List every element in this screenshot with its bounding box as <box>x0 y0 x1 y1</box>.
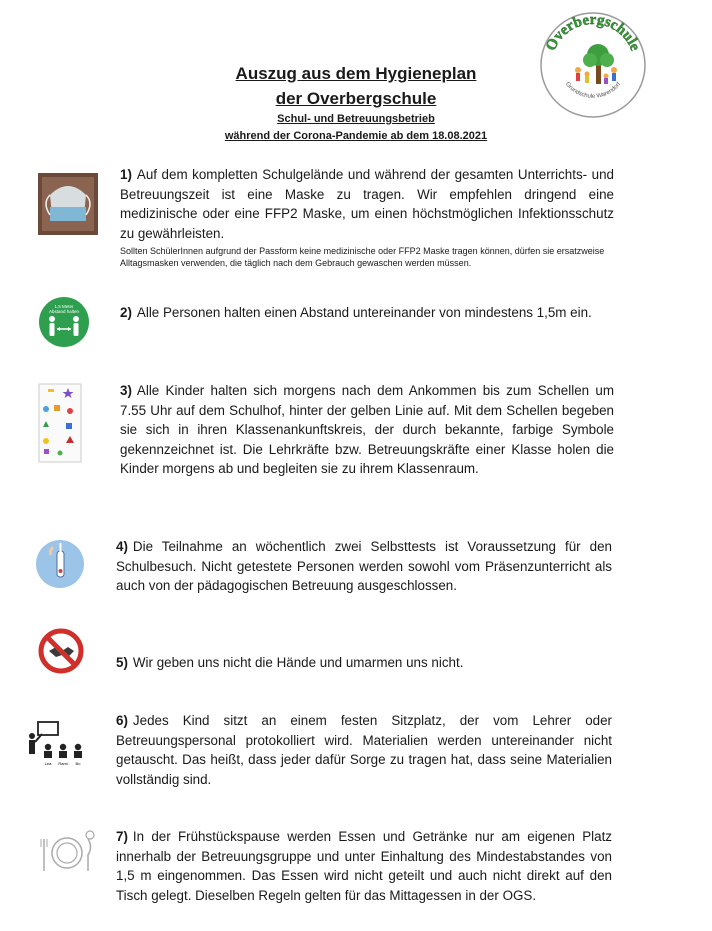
document-date-line: während der Corona-Pandemie ab dem 18.08.2021 <box>224 130 488 142</box>
schoolyard-symbols-icon <box>38 383 82 468</box>
rule-number: 2) <box>120 305 132 320</box>
rule-item-3 <box>120 381 614 479</box>
rule-number: 6) <box>116 713 128 728</box>
rule-text: Alle Personen halten einen Abstand untereinander von mindestens 1,5m ein. <box>136 305 592 320</box>
plate-cutlery-icon <box>38 829 96 878</box>
rule-text: Die Teilnahme an wöchentlich zwei Selbsttests ist Voraussetzung für den Schulbesuch. Nicht getestete Personen werden sowohl vom Präsenzunterricht als auch von der pädagogischen Betreuung ausgeschlossen. <box>116 539 612 593</box>
rule-text: Alle Kinder halten sich morgens nach dem Ankommen bis zum Schellen um 7.55 Uhr auf dem Schulhof, hinter der gelben Linie auf. Mit dem Schellen begeben sie sich in ihren Klassenankunftskreis, der durch bekannte, farbige Symbole gekennzeichnet ist. Die Lehrkräfte bzw. Betreuungskräfte einer Klasse holen die Kinder morgens ab und begleiten sie zu ihrem Klassenraum. <box>120 383 614 476</box>
classroom-seating-icon <box>26 720 86 773</box>
rule-text: Jedes Kind sitzt an einem festen Sitzplatz, der vom Lehrer oder Betreuungspersonal protokolliert wird. Materialien werden untereinander nicht getauscht. Das heißt, dass jeder dafür Sorge zu tragen hat, dass seine Materialien vollständig sind. <box>116 713 612 787</box>
seat-label-1: Lea <box>44 761 52 766</box>
rule-number: 7) <box>116 829 128 844</box>
rule-text: Auf dem kompletten Schulgelände und während der gesamten Unterrichts- und Betreuungszeit ist eine Maske zu tragen. Wir empfehlen dringend eine medizinische oder eine FFP2 Maske, um einen höchstmöglichen Infektionsschutz zu gewährleisten. <box>120 167 614 241</box>
rule-note: Sollten SchülerInnen aufgrund der Passform keine medizinische oder FFP2 Maske tragen können, dürfen sie ersatzweise Alltagsmasken verwenden, die täglich nach dem Gebrauch gewaschen werden müssen. <box>120 246 605 268</box>
document-title-line1: Auszug aus dem Hygieneplan <box>235 64 477 83</box>
rule-item-2 <box>120 303 614 323</box>
rule-text: Wir geben uns nicht die Hände und umarmen uns nicht. <box>132 655 464 670</box>
distance-sign-icon <box>38 296 90 353</box>
rule-number: 4) <box>116 539 128 554</box>
document-subtitle: Schul- und Betreuungsbetrieb <box>277 113 435 125</box>
distance-label-bottom: Abstand halten <box>48 309 80 314</box>
rule-number: 3) <box>120 383 132 398</box>
logo-name: Overbergschule <box>543 11 643 54</box>
rule-text: In der Frühstückspause werden Essen und Getränke nur am eigenen Platz innerhalb der Betreuungsgruppe und unter Einhaltung des Mindestabstandes von 1,5 m eingenommen. Das Essen wird nicht geteilt und auch nicht direkt auf den Tisch gelegt. Dieselben Regeln gelten für das Mittagessen in der OGS. <box>116 829 612 903</box>
rule-item-5 <box>116 653 610 673</box>
document-title-line2: der Overbergschule <box>275 89 437 108</box>
rule-item-7 <box>116 827 612 905</box>
seat-label-3: Bo <box>75 761 81 766</box>
no-handshake-icon <box>38 628 84 679</box>
rule-item-1 <box>120 165 614 269</box>
seat-label-2: Rami <box>58 761 68 766</box>
self-test-icon <box>35 539 85 594</box>
school-logo <box>538 10 648 120</box>
rule-number: 5) <box>116 655 128 670</box>
face-mask-icon <box>38 173 98 240</box>
rule-item-6 <box>116 711 612 789</box>
rule-number: 1) <box>120 167 132 182</box>
rule-item-4 <box>116 537 612 596</box>
logo-subtitle: Grundschule Warendorf <box>563 81 623 100</box>
distance-label-top: 1,5 Meter <box>54 304 74 309</box>
